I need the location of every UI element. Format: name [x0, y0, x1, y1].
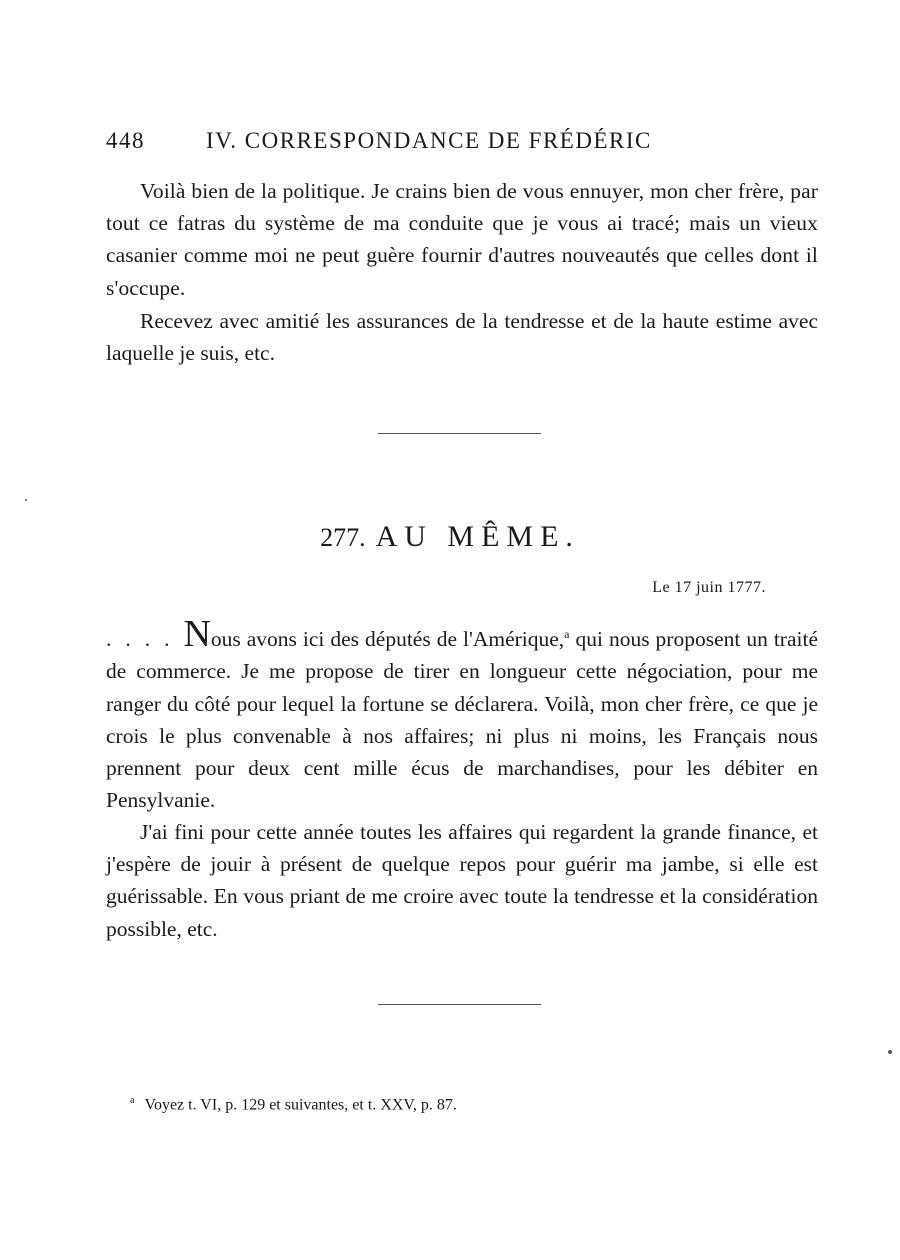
footnote-reference[interactable]: a	[564, 627, 570, 641]
section-divider	[378, 433, 541, 434]
footnote-marker: a	[130, 1095, 135, 1106]
letter-date: Le 17 juin 1777.	[652, 579, 766, 596]
section-divider-end	[378, 1004, 541, 1005]
page-number: 448	[106, 128, 145, 153]
paragraph-1: Voilà bien de la politique. Je crains bien de vous ennuyer, mon cher frère, par tout ce fatras du système de ma conduite que je vous ai tracé; mais un vieux casanier comme moi ne peut guère fournir d'autres nouveautés que celles dont il s'occupe.	[106, 179, 818, 300]
footnote	[130, 1095, 730, 1114]
letter-title: AU MÊME.	[375, 520, 580, 553]
paragraph-2: Recevez avec amitié les assurances de la tendresse et de la haute estime avec laquelle je suis, etc.	[106, 309, 818, 366]
paragraph-3-text-start: ous avons ici des députés de l'Amérique,	[210, 627, 565, 652]
footnote-text: Voyez t. VI, p. 129 et suivantes, et t. XXV, p. 87.	[144, 1096, 457, 1114]
paragraph-3	[106, 613, 818, 816]
letter-number: 277.	[320, 523, 366, 552]
ink-speck	[25, 499, 27, 501]
paragraph-3-text-end: qui nous proposent un traité de commerce. Je me propose de tirer en longueur cette négociation, pour me ranger du côté pour lequel la fortune se déclarera. Voilà, mon cher frère, ce que je crois le plus convenable à nos affaires; ni plus ni moins, les Français nous prennent pour deux cent mille écus de marchandises, pour les débiter en Pensylvanie.	[106, 627, 818, 813]
running-header	[106, 128, 826, 154]
running-title: IV. CORRESPONDANCE DE FRÉDÉRIC	[206, 128, 652, 153]
drop-cap: N	[183, 613, 211, 656]
ink-speck	[888, 1050, 892, 1054]
paragraph-4: J'ai fini pour cette année toutes les affaires qui regardent la grande finance, et j'espère de jouir à présent de quelque repos pour guérir ma jambe, si elle est guérissable. En vous priant de me croire avec toute la tendresse et la considération possible, etc.	[106, 820, 818, 941]
letter-heading	[0, 520, 900, 554]
ellipsis: . . . .	[106, 627, 184, 652]
